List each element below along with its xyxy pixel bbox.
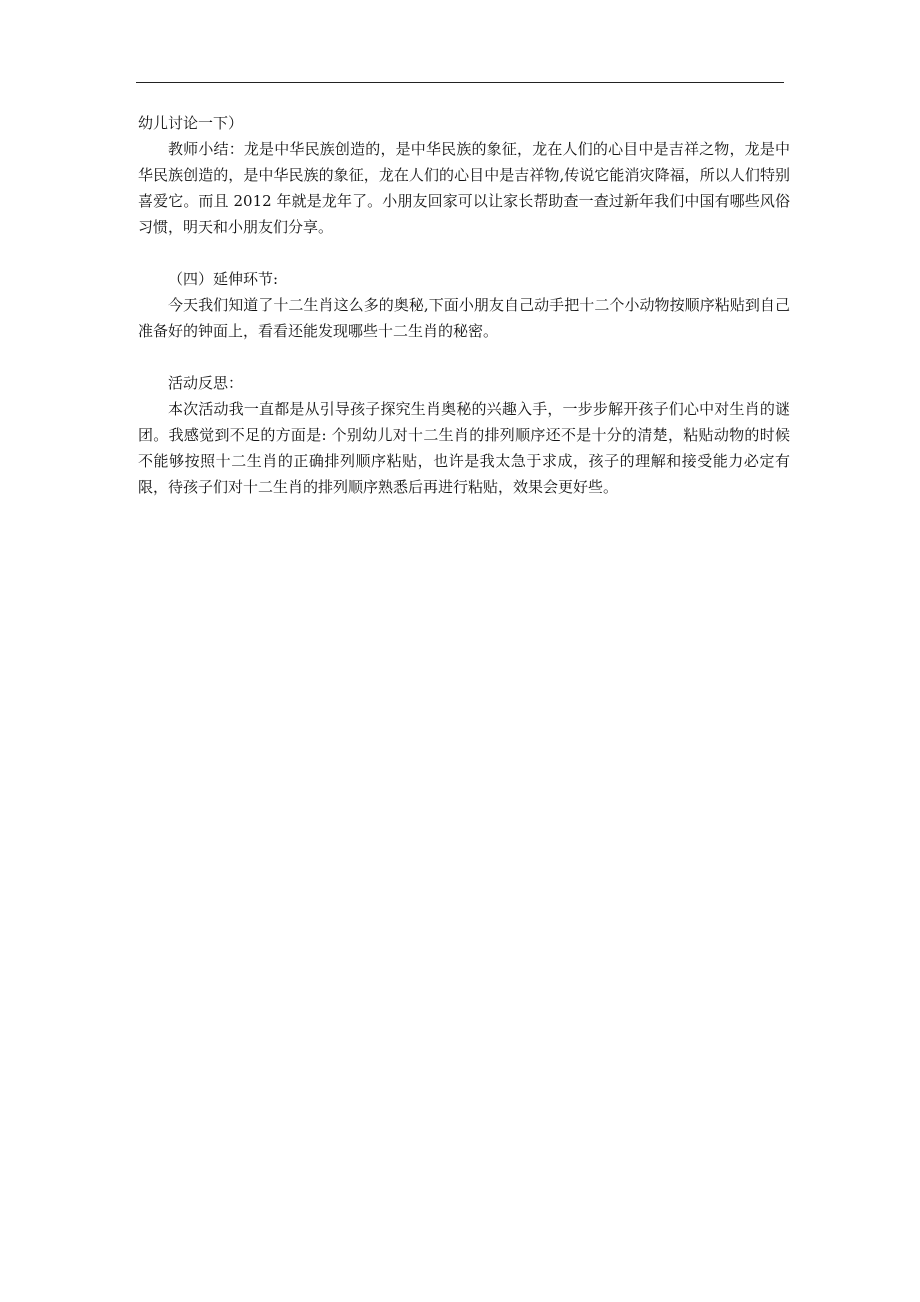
- header-rule: [136, 82, 784, 83]
- discussion-line: 幼儿讨论一下）: [138, 114, 244, 132]
- reflection-heading: 活动反思：: [168, 374, 244, 392]
- teacher-summary: 教师小结：龙是中华民族创造的，是中华民族的象征，龙在人们的心目中是吉祥之物，龙是中华民族创造的，是中华民族的象征，龙在人们的心目中是吉祥物,传说它能消灾降福，所以人们特别喜爱它。而且 2012 年就是龙年了。小朋友回家可以让家长帮助查一查过新年我们中国有哪些风俗习惯，明天和小朋友们分享。: [138, 140, 790, 236]
- document-body: [138, 110, 790, 500]
- section-four-body: 今天我们知道了十二生肖这么多的奥秘,下面小朋友自己动手把十二个小动物按顺序粘贴到自己准备好的钟面上，看看还能发现哪些十二生肖的秘密。: [138, 296, 790, 340]
- paragraph-gap: [138, 240, 790, 266]
- section-four-heading: （四）延伸环节:: [168, 270, 279, 288]
- reflection-body: 本次活动我一直都是从引导孩子探究生肖奥秘的兴趣入手，一步步解开孩子们心中对生肖的谜团。我感觉到不足的方面是: 个别幼儿对十二生肖的排列顺序还不是十分的清楚，粘贴动物的时候不能够按照十二生肖的正确排列顺序粘贴，也许是我太急于求成，孩子的理解和接受能力必定有限，待孩子们对十二生肖的排列顺序熟悉后再进行粘贴，效果会更好些。: [138, 400, 790, 496]
- paragraph-gap: [138, 344, 790, 370]
